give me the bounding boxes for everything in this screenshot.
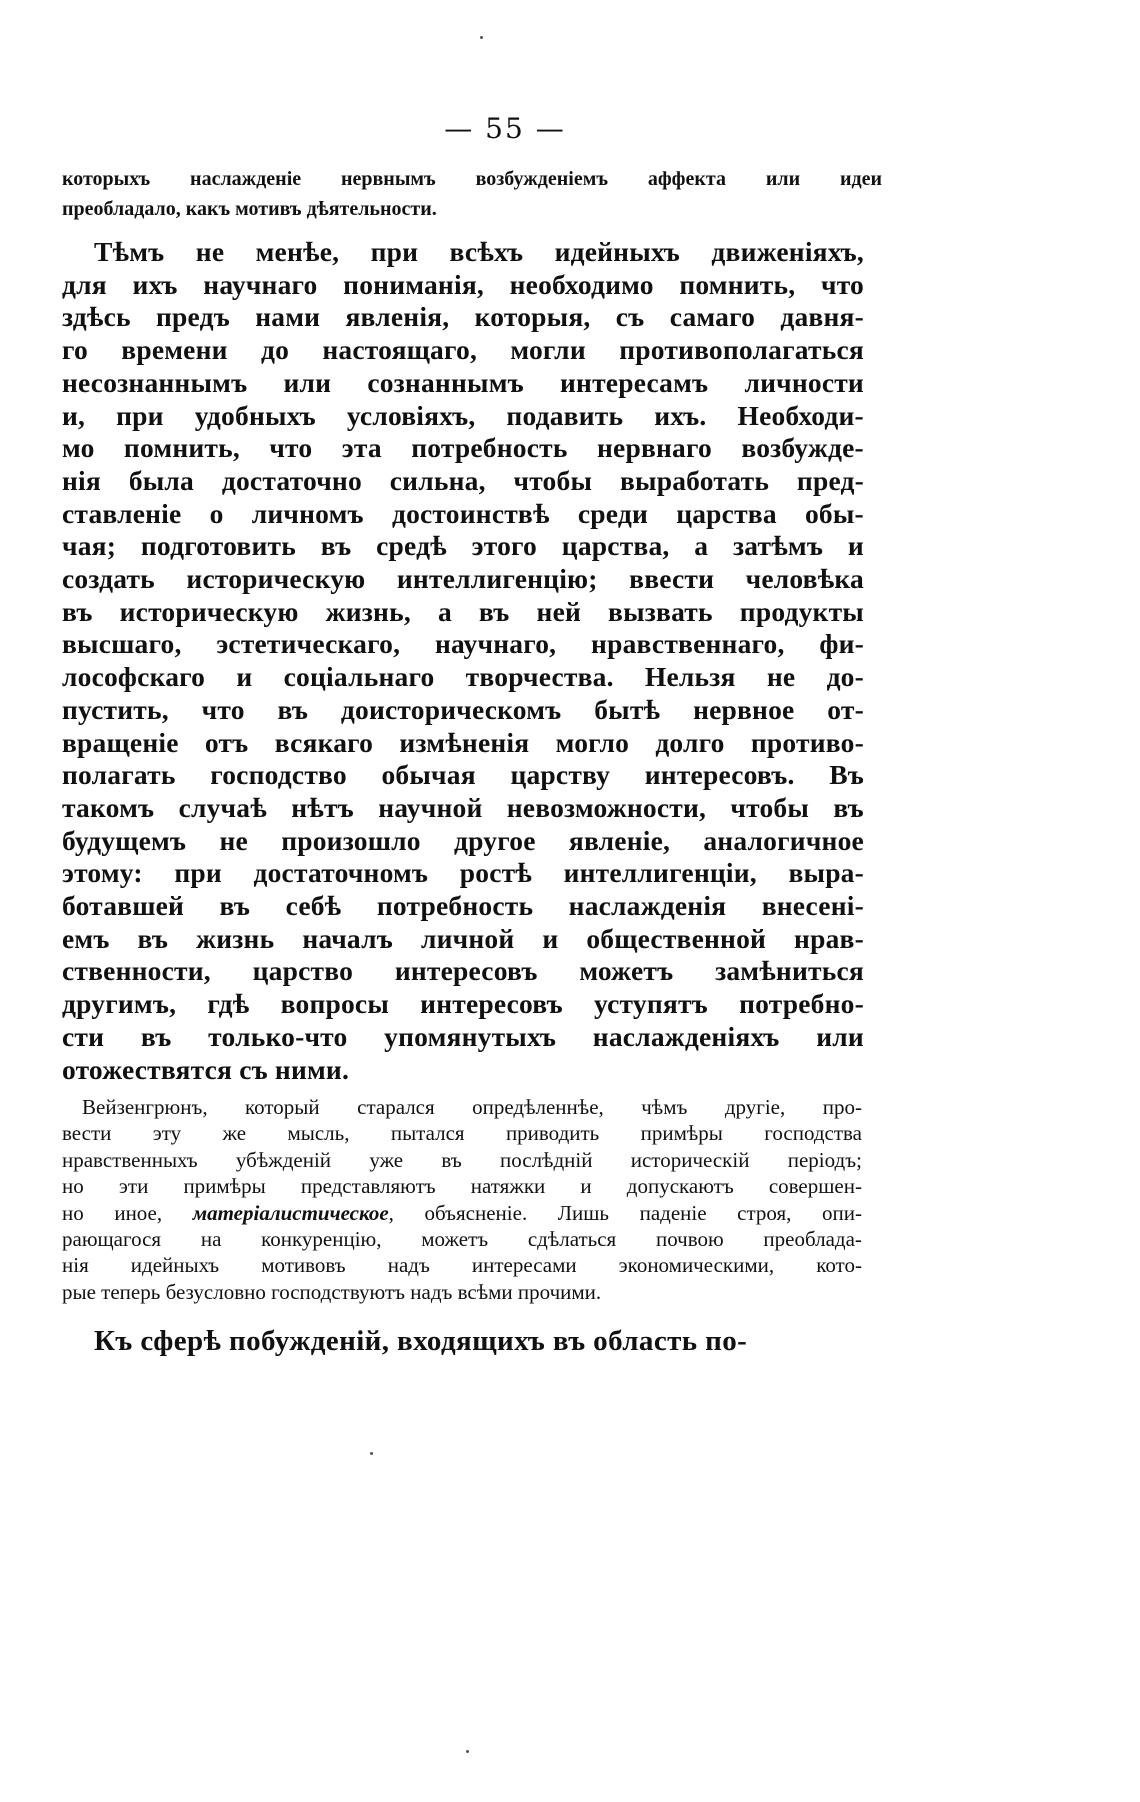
main-paragraph-line: и, при удобныхъ условіяхъ, подавить ихъ. Необходи- — [62, 399, 864, 431]
main-paragraph-line: этому: при достаточномъ ростѣ интеллигенціи, выра- — [62, 857, 864, 889]
footnote-line: нравственныхъ убѣжденій уже въ послѣдній историческій періодъ; — [62, 1147, 862, 1172]
main-paragraph-line: чая; подготовить въ средѣ этого царства, а затѣмъ и — [62, 530, 864, 562]
main-paragraph-line: такомъ случаѣ нѣтъ научной невозможности, чтобы въ — [62, 791, 864, 823]
main-paragraph-line: емъ въ жизнь началъ личной и общественной нрав- — [62, 922, 864, 954]
main-paragraph-line: для ихъ научнаго пониманія, необходимо помнить, что — [62, 268, 864, 300]
main-paragraph-line: сти въ только-что упомянутыхъ наслажденіяхъ или — [62, 1020, 864, 1052]
main-paragraph-line: вращеніе отъ всякаго измѣненія могло долго противо- — [62, 726, 864, 758]
main-paragraph-line: полагать господство обычая царству интересовъ. Въ — [62, 759, 864, 791]
main-paragraph-line: пустить, что въ доисторическомъ бытѣ нервное от- — [62, 693, 864, 725]
main-paragraph-line: ботавшей въ себѣ потребность наслажденія внесені- — [62, 890, 864, 921]
main-paragraph-line: будущемъ не произошло другое явленіе, аналогичное — [62, 824, 864, 856]
top-continuation-line: которыхъ наслажденіе нервнымъ возбужденіемъ аффекта или идеи — [62, 168, 882, 190]
print-speck — [370, 1452, 373, 1455]
footnote-line: вести эту же мысль, пытался приводить примѣры господства — [62, 1121, 862, 1146]
main-paragraph-line: Тѣмъ не менѣе, при всѣхъ идейныхъ движеніяхъ, — [94, 236, 864, 267]
footnote-line: нія идейныхъ мотивовъ надъ интересами экономическими, кото- — [62, 1253, 862, 1278]
main-paragraph-line: нія была достаточно сильна, чтобы выработать пред- — [62, 464, 864, 496]
print-speck — [480, 36, 483, 39]
footnote-line: рающагося на конкуренцію, можетъ сдѣлаться почвою преоблада- — [62, 1227, 862, 1251]
main-paragraph-line: высшаго, эстетическаго, научнаго, нравственнаго, фи- — [62, 628, 864, 660]
footnote-line: Вейзенгрюнъ, который старался опредѣленнѣе, чѣмъ другіе, про- — [82, 1095, 862, 1119]
main-paragraph-line: ставленіе о личномъ достоинствѣ среди царства обы- — [62, 497, 864, 529]
main-paragraph-line: го времени до настоящаго, могли противополагаться — [62, 334, 864, 366]
main-paragraph-line: здѣсь предъ нами явленія, которыя, съ самаго давня- — [62, 301, 864, 333]
footnote-line: но иное, матеріалистическое, объясненіе. Лишь паденіе строя, опи- — [62, 1200, 862, 1225]
page-number: — 55 — — [444, 112, 566, 145]
main-paragraph-line: мо помнить, что эта потребность нервнаго возбужде- — [62, 432, 864, 464]
main-paragraph-line: несознаннымъ или сознаннымъ интересамъ личности — [62, 366, 864, 398]
footnote-line: рые теперь безусловно господствуютъ надъ всѣми прочими. — [62, 1279, 602, 1304]
main-paragraph-line: ственности, царство интересовъ можетъ замѣниться — [62, 955, 864, 987]
top-continuation-line: преобладало, какъ мотивъ дѣятельности. — [62, 198, 437, 220]
closing-line: Къ сферѣ побужденій, входящихъ въ область по- — [94, 1325, 748, 1357]
main-paragraph-line: отожествятся съ ними. — [62, 1053, 350, 1085]
main-paragraph-line: лософскаго и соціальнаго творчества. Нельзя не до- — [62, 661, 864, 693]
main-paragraph-line: въ историческую жизнь, а въ ней вызвать продукты — [62, 595, 864, 627]
footnote-line: но эти примѣры представляютъ натяжки и допускаютъ совершен- — [62, 1174, 862, 1199]
main-paragraph-line: создать историческую интеллигенцію; ввести человѣка — [62, 563, 864, 594]
print-speck — [466, 1750, 469, 1753]
main-paragraph-line: другимъ, гдѣ вопросы интересовъ уступятъ потребно- — [62, 988, 864, 1020]
